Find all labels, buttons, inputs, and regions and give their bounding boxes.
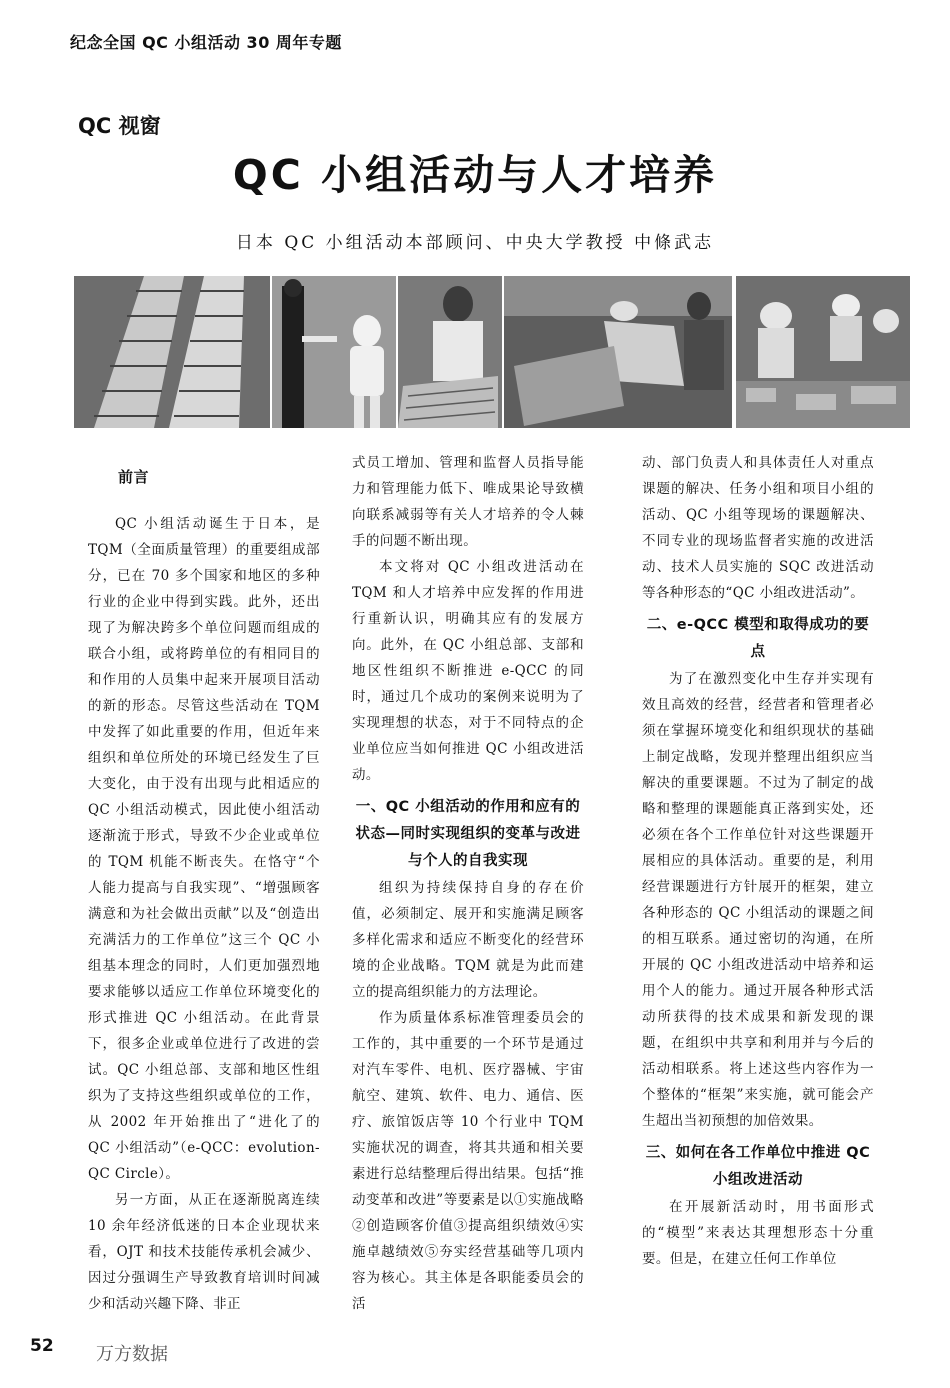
paragraph: 另一方面，从正在逐渐脱离连续 10 余年经济低迷的日本企业现状来看，OJT 和技术技能传承机会减少、因过分强调生产导致教育培训时间减少和活动兴趣下降、非正 (88, 1192, 320, 1312)
food-line-workers-photo (736, 276, 910, 428)
text-column-3 (642, 450, 874, 1272)
paragraph: 动、部门负责人和具体责任人对重点课题的解决、任务小组和项目小组的活动、QC 小组等现场的课题解决、不同专业的现场监督者实施的改进活动、技术人员实施的 SQC 改进活动等各种形态的“QC 小组改进活动”。 (642, 455, 874, 601)
worker-circuit-board-photo (398, 276, 502, 428)
paragraph: 在开展新活动时，用书面形式的“模型”来表达其理想形态十分重要。但是，在建立任何工作单位 (642, 1199, 874, 1267)
factory-workers-photo (504, 276, 732, 428)
article-title: QC 小组活动与人才培养 (232, 151, 718, 199)
page-number: 52 (30, 1336, 54, 1356)
paragraph: 作为质量体系标准管理委员会的工作的，其中重要的一个环节是通过对汽车零件、电机、医疗器械、宇宙航空、建筑、软件、电力、通信、医疗、旅馆饭店等 10 个行业中 TQM 实施状况的调查，将其共通和相关要素进行总结整理后得出结果。包括“推动变革和改进”等要素是以①实施战略②创造顾客价值③提高组织绩效④实施卓越绩效⑤夯实经营基础等几项内容为核心。其主体是各职能委员会的活 (352, 1010, 584, 1312)
running-head: 纪念全国 QC 小组活动 30 周年专题 (70, 33, 342, 52)
text-column-2 (352, 450, 584, 1317)
section-heading-preface: 前言 (118, 468, 150, 486)
paragraph: 式员工增加、管理和监督人员指导能力和管理能力低下、唯成果论导致横向联系减弱等有关人才培养的令人棘手的问题不断出现。 (352, 455, 584, 549)
paragraph: 组织为持续保持自身的存在价值，必须制定、展开和实施满足顾客多样化需求和适应不断变化的经营环境的企业战略。TQM 就是为此而建立的提高组织能力的方法理论。 (352, 880, 584, 1000)
paragraph: QC 小组活动诞生于日本，是 TQM（全面质量管理）的重要组成部分，已在 70 多个国家和地区的多种行业的企业中得到实践。此外，还出现了为解决跨多个单位问题而组成的联合小组，或将跨单位的有相同目的和作用的人员集中起来开展项目活动的新的形态。尽管这些活动在 TQM 中发挥了如此重要的作用，但近年来组织和单位所处的环境已经发生了巨大变化，由于没有出现与此相适应的 QC 小组活动模式，因此使小组活动逐渐流于形式，导致不少企业或单位的 TQM 机能不断丧失。在恪守“个人能力提高与自我实现”、“增强顾客满意和为社会做出贡献”以及“创造出充满活力的工作单位”这三个 QC 小组基本理念的同时，人们更加强烈地要求能够以适应工作单位环境变化的形式推进 QC 小组活动。在此背景下，很多企业或单位进行了改进的尝试。QC 小组总部、支部和地区性组织为了支持这些组织或单位的工作，从 2002 年开始推出了“进化了的 QC 小组活动”（e-QCC：evolution-QC Circle）。 (88, 516, 320, 1182)
paragraph: 为了在激烈变化中生存并实现有效且高效的经营，经营者和管理者必须在掌握环境变化和组织现状的基础上制定战略，发现并整理出组织应当解决的重要课题。不过为了制定的战略和整理的课题能真正落到实处，还必须在各个工作单位针对这些课题开展相应的具体活动。重要的是，利用经营课题进行方针展开的框架，建立各种形态的 QC 小组活动的课题之间的相互联系。通过密切的沟通，在所开展的 QC 小组改进活动中培养和运用个人的能力。通过开展各种形式活动所获得的技术成果和新发现的课题，在组织中共享和利用并与今后的活动相联系。将上述这些内容作为一个整体的“框架”来实施，就可能会产生超出当初预想的加倍效果。 (642, 671, 874, 1129)
text-column-1 (88, 452, 320, 1317)
watermark: 万方数据 (96, 1344, 168, 1365)
skyscraper-photo (74, 276, 270, 428)
section-heading-3: 三、如何在各工作单位中推进 QC 小组改进活动 (645, 1145, 871, 1188)
robot-handshake-photo (272, 276, 396, 428)
author-byline: 日本 QC 小组活动本部顾问、中央大学教授 中條武志 (235, 233, 715, 253)
photo-strip (74, 276, 910, 428)
column-tag: QC 视窗 (78, 114, 161, 138)
paragraph: 本文将对 QC 小组改进活动在 TQM 和人才培养中应发挥的作用进行重新认识，明确其应有的发展方向。此外，在 QC 小组总部、支部和地区性组织不断推进 e-QCC 的同时，通过几个成功的案例来说明为了实现理想的状态，对于不同特点的企业单位应当如何推进 QC 小组改进活动。 (352, 559, 584, 783)
section-heading-1: 一、QC 小组活动的作用和应有的状态—同时实现组织的变革与改进与个人的自我实现 (355, 799, 581, 869)
section-heading-2: 二、e-QCC 模型和取得成功的要点 (646, 617, 870, 660)
